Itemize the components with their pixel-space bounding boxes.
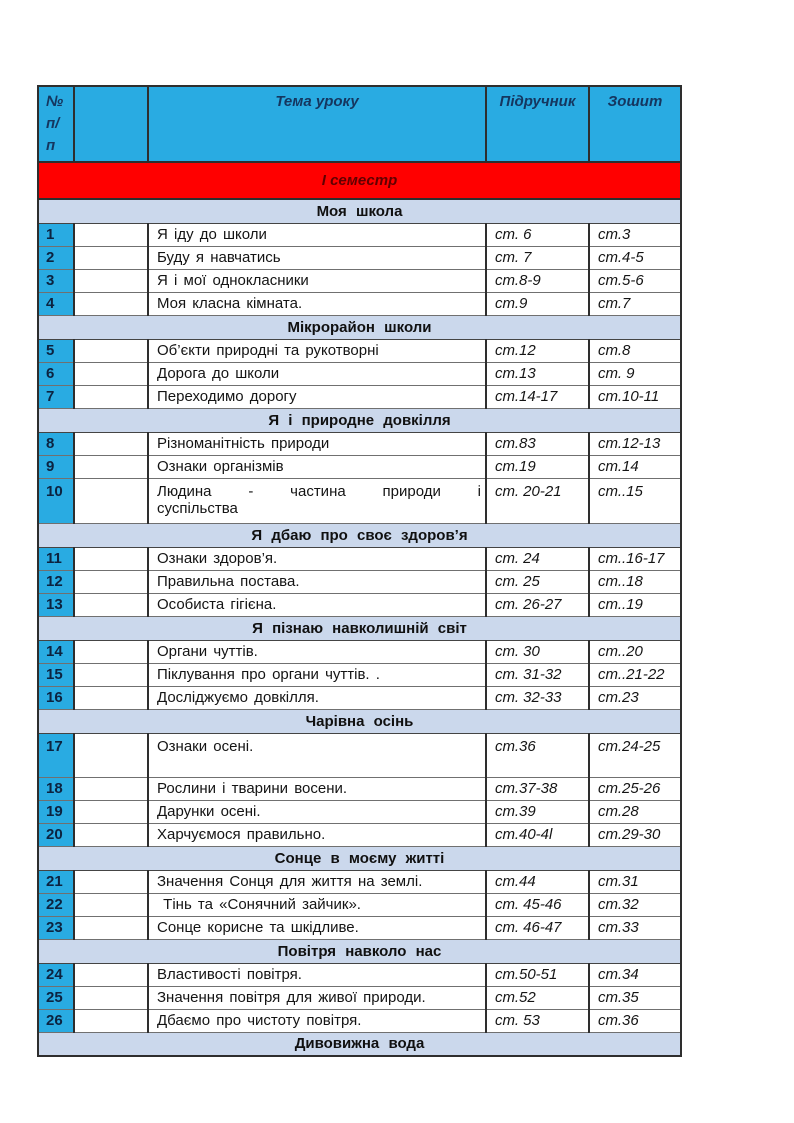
lesson-notebook-cell: ст.8 <box>589 339 681 362</box>
table-row <box>38 292 681 315</box>
section-header-row <box>38 616 681 640</box>
lesson-textbook-cell: ст. 26-27 <box>486 593 589 616</box>
lesson-textbook-cell: ст. 25 <box>486 570 589 593</box>
lesson-notebook-cell: ст.35 <box>589 986 681 1009</box>
table-row <box>38 339 681 362</box>
table-row <box>38 593 681 616</box>
lesson-number-cell: 12 <box>38 570 74 593</box>
table-row <box>38 870 681 893</box>
lesson-notebook-cell: ст.36 <box>589 1009 681 1032</box>
lesson-date-cell <box>74 893 148 916</box>
section-header: Я дбаю про своє здоров’я <box>38 523 681 547</box>
lesson-topic-cell: Переходимо дорогу <box>148 385 486 408</box>
lesson-topic-cell: Досліджуємо довкілля. <box>148 686 486 709</box>
lesson-number-cell: 22 <box>38 893 74 916</box>
section-header-row <box>38 199 681 223</box>
lesson-number-cell: 24 <box>38 963 74 986</box>
lesson-textbook-cell: ст.12 <box>486 339 589 362</box>
lesson-textbook-cell: ст. 6 <box>486 223 589 246</box>
lesson-notebook-cell: ст.5-6 <box>589 269 681 292</box>
lesson-topic-cell: Різноманітність природи <box>148 432 486 455</box>
lesson-textbook-cell: ст.83 <box>486 432 589 455</box>
lesson-date-cell <box>74 292 148 315</box>
lesson-number-cell: 18 <box>38 777 74 800</box>
lesson-number-cell: 3 <box>38 269 74 292</box>
section-header: Мікрорайон школи <box>38 315 681 339</box>
lesson-number-cell: 20 <box>38 823 74 846</box>
lesson-topic-cell: Сонце корисне та шкідливе. <box>148 916 486 939</box>
lesson-notebook-cell: ст.32 <box>589 893 681 916</box>
lesson-textbook-cell: ст. 46-47 <box>486 916 589 939</box>
lesson-date-cell <box>74 870 148 893</box>
lesson-notebook-cell: ст..18 <box>589 570 681 593</box>
lesson-notebook-cell: ст.4-5 <box>589 246 681 269</box>
semester-banner-row <box>38 162 681 199</box>
lesson-topic-cell: Рослини і тварини восени. <box>148 777 486 800</box>
lesson-number-cell: 8 <box>38 432 74 455</box>
lesson-number-cell: 13 <box>38 593 74 616</box>
lesson-number-cell: 4 <box>38 292 74 315</box>
lesson-textbook-cell: ст.8-9 <box>486 269 589 292</box>
lesson-topic-cell: Властивості повітря. <box>148 963 486 986</box>
lesson-topic-cell: Харчуємося правильно. <box>148 823 486 846</box>
lesson-number-cell: 19 <box>38 800 74 823</box>
lesson-date-cell <box>74 823 148 846</box>
lesson-textbook-cell: ст. 30 <box>486 640 589 663</box>
section-header-row <box>38 846 681 870</box>
table-row <box>38 385 681 408</box>
lesson-notebook-cell: ст.23 <box>589 686 681 709</box>
lesson-textbook-cell: ст.14-17 <box>486 385 589 408</box>
header-cell-textbook: Підручник <box>486 86 589 162</box>
lesson-textbook-cell: ст.36 <box>486 733 589 777</box>
lesson-topic-cell: Ознаки осені. <box>148 733 486 777</box>
lesson-number-cell: 15 <box>38 663 74 686</box>
lesson-date-cell <box>74 916 148 939</box>
lesson-date-cell <box>74 777 148 800</box>
lesson-date-cell <box>74 547 148 570</box>
lesson-notebook-cell: ст..15 <box>589 478 681 523</box>
lesson-notebook-cell: ст..20 <box>589 640 681 663</box>
section-header-row <box>38 1032 681 1056</box>
lesson-topic-cell: Людина - частина природи і суспільства <box>148 478 486 523</box>
table-row <box>38 1009 681 1032</box>
semester-banner: І семестр <box>38 162 681 199</box>
lesson-notebook-cell: ст.3 <box>589 223 681 246</box>
lesson-textbook-cell: ст.52 <box>486 986 589 1009</box>
lesson-notebook-cell: ст.28 <box>589 800 681 823</box>
lesson-number-cell: 5 <box>38 339 74 362</box>
table-row <box>38 570 681 593</box>
lesson-number-cell: 6 <box>38 362 74 385</box>
lesson-topic-cell: Я іду до школи <box>148 223 486 246</box>
lesson-date-cell <box>74 478 148 523</box>
lesson-plan-table <box>37 85 682 1057</box>
section-header: Повітря навколо нас <box>38 939 681 963</box>
lesson-topic-cell: Особиста гігієна. <box>148 593 486 616</box>
lesson-number-cell: 2 <box>38 246 74 269</box>
table-row <box>38 777 681 800</box>
lesson-textbook-cell: ст.37-38 <box>486 777 589 800</box>
lesson-notebook-cell: ст. 9 <box>589 362 681 385</box>
lesson-topic-cell: Дорога до школи <box>148 362 486 385</box>
lesson-date-cell <box>74 1009 148 1032</box>
lesson-notebook-cell: ст.34 <box>589 963 681 986</box>
table-row <box>38 547 681 570</box>
section-header-row <box>38 408 681 432</box>
table-body <box>38 162 681 1056</box>
lesson-date-cell <box>74 223 148 246</box>
lesson-topic-cell: Значення Сонця для життя на землі. <box>148 870 486 893</box>
section-header: Я пізнаю навколишній світ <box>38 616 681 640</box>
lesson-notebook-cell: ст..16-17 <box>589 547 681 570</box>
lesson-textbook-cell: ст.40-4l <box>486 823 589 846</box>
lesson-textbook-cell: ст. 7 <box>486 246 589 269</box>
lesson-notebook-cell: ст.24-25 <box>589 733 681 777</box>
lesson-notebook-cell: ст.10-11 <box>589 385 681 408</box>
section-header: Я і природне довкілля <box>38 408 681 432</box>
lesson-date-cell <box>74 733 148 777</box>
table-header-row <box>38 86 681 162</box>
table-row <box>38 223 681 246</box>
lesson-number-cell: 17 <box>38 733 74 777</box>
table-row <box>38 478 681 523</box>
lesson-notebook-cell: ст.14 <box>589 455 681 478</box>
lesson-number-cell: 11 <box>38 547 74 570</box>
section-header: Дивовижна вода <box>38 1032 681 1056</box>
lesson-notebook-cell: ст.31 <box>589 870 681 893</box>
lesson-number-cell: 7 <box>38 385 74 408</box>
lesson-textbook-cell: ст.50-51 <box>486 963 589 986</box>
lesson-notebook-cell: ст..19 <box>589 593 681 616</box>
section-header: Моя школа <box>38 199 681 223</box>
lesson-date-cell <box>74 800 148 823</box>
table-row <box>38 986 681 1009</box>
lesson-textbook-cell: ст.9 <box>486 292 589 315</box>
table-row <box>38 800 681 823</box>
table-row <box>38 686 681 709</box>
table-row <box>38 963 681 986</box>
section-header: Сонце в моєму житті <box>38 846 681 870</box>
lesson-date-cell <box>74 362 148 385</box>
table-row <box>38 640 681 663</box>
lesson-textbook-cell: ст. 24 <box>486 547 589 570</box>
lesson-date-cell <box>74 246 148 269</box>
lesson-date-cell <box>74 455 148 478</box>
lesson-topic-cell: Об’єкти природні та рукотворні <box>148 339 486 362</box>
lesson-topic-cell: Значення повітря для живої природи. <box>148 986 486 1009</box>
lesson-date-cell <box>74 686 148 709</box>
table-row <box>38 663 681 686</box>
header-cell-topic: Тема уроку <box>148 86 486 162</box>
lesson-number-cell: 10 <box>38 478 74 523</box>
lesson-number-cell: 21 <box>38 870 74 893</box>
lesson-date-cell <box>74 963 148 986</box>
lesson-topic-cell: Я і мої однокласники <box>148 269 486 292</box>
table-row <box>38 246 681 269</box>
lesson-textbook-cell: ст. 32-33 <box>486 686 589 709</box>
lesson-number-cell: 1 <box>38 223 74 246</box>
table-row <box>38 269 681 292</box>
lesson-topic-cell: Піклування про органи чуттів. . <box>148 663 486 686</box>
lesson-number-cell: 16 <box>38 686 74 709</box>
lesson-notebook-cell: ст..21-22 <box>589 663 681 686</box>
lesson-date-cell <box>74 986 148 1009</box>
lesson-topic-cell: Дарунки осені. <box>148 800 486 823</box>
table-row <box>38 362 681 385</box>
table-row <box>38 455 681 478</box>
lesson-number-cell: 14 <box>38 640 74 663</box>
lesson-date-cell <box>74 269 148 292</box>
lesson-textbook-cell: ст. 31-32 <box>486 663 589 686</box>
lesson-date-cell <box>74 432 148 455</box>
lesson-date-cell <box>74 593 148 616</box>
lesson-notebook-cell: ст.33 <box>589 916 681 939</box>
lesson-topic-cell: Буду я навчатись <box>148 246 486 269</box>
lesson-number-cell: 23 <box>38 916 74 939</box>
section-header: Чарівна осінь <box>38 709 681 733</box>
lesson-date-cell <box>74 640 148 663</box>
table-row <box>38 823 681 846</box>
lesson-topic-cell: Моя класна кімната. <box>148 292 486 315</box>
section-header-row <box>38 523 681 547</box>
table-row <box>38 733 681 777</box>
lesson-topic-cell: Органи чуттів. <box>148 640 486 663</box>
section-header-row <box>38 315 681 339</box>
lesson-date-cell <box>74 570 148 593</box>
lesson-notebook-cell: ст.12-13 <box>589 432 681 455</box>
lesson-notebook-cell: ст.25-26 <box>589 777 681 800</box>
lesson-date-cell <box>74 339 148 362</box>
lesson-textbook-cell: ст.13 <box>486 362 589 385</box>
header-cell-number: № п/п <box>38 86 74 162</box>
table-header <box>38 86 681 162</box>
lesson-number-cell: 9 <box>38 455 74 478</box>
lesson-topic-cell: Правильна постава. <box>148 570 486 593</box>
lesson-date-cell <box>74 663 148 686</box>
lesson-textbook-cell: ст. 45-46 <box>486 893 589 916</box>
section-header-row <box>38 709 681 733</box>
lesson-topic-cell: Тінь та «Сонячний зайчик». <box>148 893 486 916</box>
lesson-textbook-cell: ст. 53 <box>486 1009 589 1032</box>
lesson-number-cell: 25 <box>38 986 74 1009</box>
table-row <box>38 432 681 455</box>
lesson-notebook-cell: ст.7 <box>589 292 681 315</box>
lesson-textbook-cell: ст.44 <box>486 870 589 893</box>
header-cell-date <box>74 86 148 162</box>
lesson-notebook-cell: ст.29-30 <box>589 823 681 846</box>
table-row <box>38 916 681 939</box>
lesson-textbook-cell: ст. 20-21 <box>486 478 589 523</box>
lesson-topic-cell: Ознаки організмів <box>148 455 486 478</box>
lesson-textbook-cell: ст.19 <box>486 455 589 478</box>
lesson-date-cell <box>74 385 148 408</box>
table-row <box>38 893 681 916</box>
lesson-topic-cell: Ознаки здоров’я. <box>148 547 486 570</box>
lesson-topic-cell: Дбаємо про чистоту повітря. <box>148 1009 486 1032</box>
header-cell-notebook: Зошит <box>589 86 681 162</box>
lesson-textbook-cell: ст.39 <box>486 800 589 823</box>
lesson-number-cell: 26 <box>38 1009 74 1032</box>
section-header-row <box>38 939 681 963</box>
